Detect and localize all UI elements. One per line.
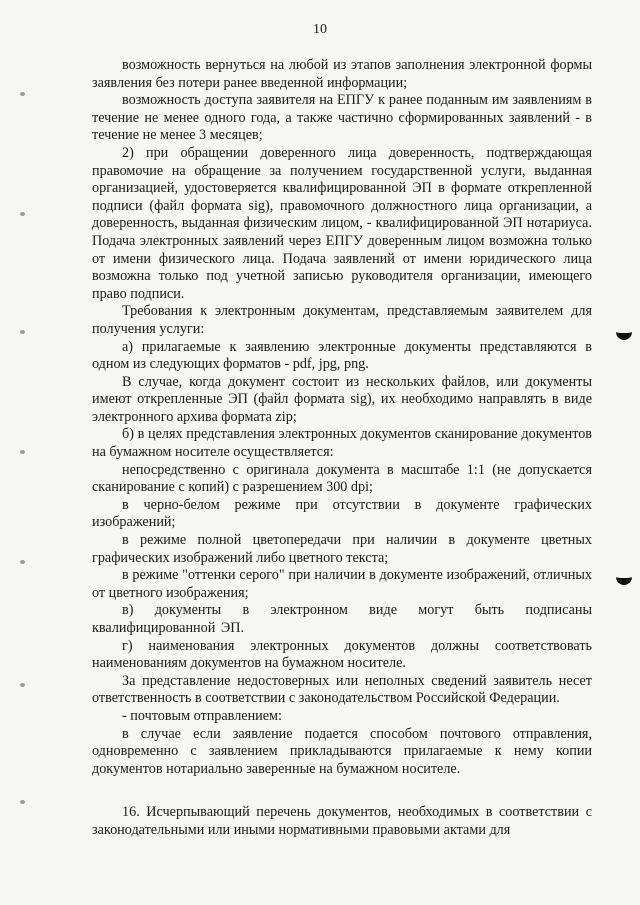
scan-mark xyxy=(20,450,25,454)
scan-mark xyxy=(20,330,25,334)
paragraph: в режиме "оттенки серого" при наличии в документе изображений, отличных от цветного изображения; xyxy=(92,567,592,601)
scan-mark xyxy=(20,560,25,564)
paragraph: За представление недостоверных или неполных сведений заявитель несет ответственность в соответствии с законодательством Российской Федерации. xyxy=(92,672,592,707)
scan-mark xyxy=(20,800,25,804)
document-body xyxy=(92,57,592,840)
paragraph: г) наименования электронных документов должны соответствовать наименованиям документов на бумажном носителе. xyxy=(92,637,592,672)
paragraph: - почтовым отправлением: xyxy=(122,707,282,724)
paragraph: в случае если заявление подается способом почтового отправления, одновременно с заявлением прикладываются прилагаемые к нему копии документов нотариально заверенные на бумажном носителе. xyxy=(92,725,592,777)
scan-mark xyxy=(20,92,25,96)
section-heading-paragraph: 16. Исчерпывающий перечень документов, необходимых в соответствии с законодательными или иными нормативными правовыми актами для xyxy=(92,804,592,838)
paragraph: возможность доступа заявителя на ЕПГУ к ранее поданным им заявлениям в течение не менее одного года, а также частично сформированных заявлений - в течение не менее 3 месяцев; xyxy=(92,92,592,144)
paragraph: в черно-белом режиме при отсутствии в документе графических изображений; xyxy=(92,496,592,531)
paragraph: в) документы в электронном виде могут быть подписаны квалифицированной ЭП. xyxy=(92,602,592,636)
paragraph: в режиме полной цветопередачи при наличии в документе цветных графических изображений либо цветного текста; xyxy=(92,532,592,566)
scan-mark xyxy=(20,212,25,216)
paragraph: возможность вернуться на любой из этапов заполнения электронной формы заявления без потери ранее введенной информации; xyxy=(92,57,592,91)
paragraph: Требования к электронным документам, представляемым заявителем для получения услуги: xyxy=(92,303,592,337)
paragraph: В случае, когда документ состоит из нескольких файлов, или документы имеют открепленные ЭП (файл формата sig), их необходимо направлять в виде электронного архива формата zip; xyxy=(92,373,592,425)
paragraph: 2) при обращении доверенного лица доверенность, подтверждающая правомочие на обращение за получением государственной услуги, выданная организацией, удостоверяется квалифицированной ЭП в формате открепленной подписи (файл формата sig), правомочного должностного лица организации, а доверенность, выданная физическим лицом, - квалифицированной ЭП нотариуса. Подача электронных заявлений через ЕПГУ доверенным лицом возможна только от имени физического лица. Подача заявлений от имени юридического лица возможна только под учетной записью руководителя организации, имеющего право подписи. xyxy=(92,144,592,302)
scan-mark xyxy=(20,683,25,687)
paragraph: а) прилагаемые к заявлению электронные документы представляются в одном из следующих форматов - pdf, jpg, png. xyxy=(92,338,592,373)
binding-mark xyxy=(616,560,632,585)
page-number: 10 xyxy=(313,22,327,37)
paragraph: б) в целях представления электронных документов сканирование документов на бумажном носителе осуществляется: xyxy=(92,426,592,461)
binding-mark xyxy=(616,315,632,340)
paragraph: непосредственно с оригинала документа в масштабе 1:1 (не допускается сканирование с копий) с разрешением 300 dpi; xyxy=(92,461,592,496)
